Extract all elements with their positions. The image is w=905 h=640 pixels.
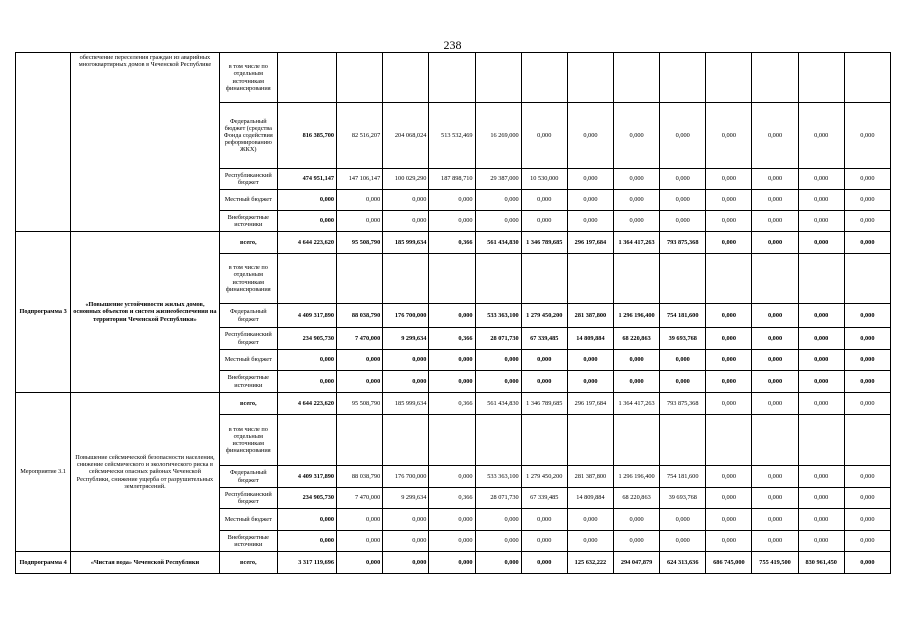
amount-cell: 0,000 bbox=[660, 190, 706, 211]
amount-cell bbox=[660, 254, 706, 304]
amount-cell: 0,000 bbox=[521, 552, 567, 574]
amount-cell: 0,000 bbox=[277, 211, 336, 232]
amount-cell: 0,000 bbox=[706, 371, 752, 393]
amount-cell: 296 197,684 bbox=[567, 232, 613, 254]
amount-cell: 0,000 bbox=[752, 328, 798, 350]
amount-cell: 4 409 317,890 bbox=[277, 466, 336, 488]
amount-cell: 0,000 bbox=[475, 190, 521, 211]
amount-cell: 0,000 bbox=[798, 103, 844, 169]
amount-cell bbox=[277, 415, 336, 466]
amount-cell: 0,000 bbox=[567, 509, 613, 531]
amount-cell: 0,000 bbox=[798, 393, 844, 415]
amount-cell bbox=[475, 53, 521, 103]
amount-cell: 793 875,368 bbox=[660, 232, 706, 254]
amount-cell bbox=[521, 53, 567, 103]
amount-cell: 793 875,368 bbox=[660, 393, 706, 415]
funding-source-cell: всего, bbox=[219, 232, 277, 254]
amount-cell bbox=[429, 415, 475, 466]
program-name-cell: Повышение сейсмической безопасности населения, снижение сейсмического и экологического риска в сейсмически опасных районах Чеченской Республики, снижение ущерба от разрушительных землетрясений. bbox=[71, 393, 220, 552]
amount-cell: 0,000 bbox=[429, 531, 475, 552]
amount-cell: 0,000 bbox=[475, 350, 521, 371]
amount-cell: 816 385,700 bbox=[277, 103, 336, 169]
amount-cell: 204 068,024 bbox=[383, 103, 429, 169]
amount-cell: 0,000 bbox=[521, 531, 567, 552]
amount-cell: 7 470,000 bbox=[337, 488, 383, 509]
amount-cell bbox=[844, 415, 890, 466]
amount-cell bbox=[660, 415, 706, 466]
amount-cell: 0,000 bbox=[706, 488, 752, 509]
amount-cell: 39 693,768 bbox=[660, 328, 706, 350]
funding-source-cell: Республиканский бюджет bbox=[219, 169, 277, 190]
program-name-cell: «Повышение устойчивости жилых домов, основных объектов и систем жизнеобеспечения на территории Чеченской Республики» bbox=[71, 232, 220, 393]
funding-source-cell: в том числе по отдельным источникам финансирования bbox=[219, 53, 277, 103]
amount-cell: 0,000 bbox=[660, 350, 706, 371]
funding-source-cell: в том числе по отдельным источникам финансирования bbox=[219, 254, 277, 304]
amount-cell bbox=[429, 254, 475, 304]
amount-cell: 14 809,884 bbox=[567, 488, 613, 509]
amount-cell: 533 363,100 bbox=[475, 304, 521, 328]
amount-cell: 100 029,290 bbox=[383, 169, 429, 190]
amount-cell: 0,000 bbox=[567, 103, 613, 169]
amount-cell: 0,000 bbox=[752, 488, 798, 509]
amount-cell: 0,000 bbox=[337, 531, 383, 552]
amount-cell: 0,000 bbox=[277, 531, 336, 552]
amount-cell: 281 387,800 bbox=[567, 466, 613, 488]
amount-cell bbox=[752, 254, 798, 304]
amount-cell: 95 508,790 bbox=[337, 232, 383, 254]
amount-cell bbox=[844, 53, 890, 103]
amount-cell: 0,000 bbox=[752, 371, 798, 393]
amount-cell: 0,000 bbox=[844, 169, 890, 190]
budget-table bbox=[15, 52, 891, 574]
amount-cell: 0,000 bbox=[337, 350, 383, 371]
amount-cell: 754 181,600 bbox=[660, 304, 706, 328]
amount-cell bbox=[706, 415, 752, 466]
amount-cell: 0,000 bbox=[567, 531, 613, 552]
amount-cell: 0,000 bbox=[798, 531, 844, 552]
amount-cell: 0,000 bbox=[660, 371, 706, 393]
amount-cell bbox=[614, 53, 660, 103]
amount-cell: 0,000 bbox=[844, 371, 890, 393]
amount-cell: 0,000 bbox=[798, 304, 844, 328]
amount-cell: 234 905,730 bbox=[277, 488, 336, 509]
amount-cell: 0,000 bbox=[614, 371, 660, 393]
amount-cell: 28 071,730 bbox=[475, 488, 521, 509]
amount-cell: 296 197,684 bbox=[567, 393, 613, 415]
funding-source-cell: Местный бюджет bbox=[219, 509, 277, 531]
amount-cell: 0,000 bbox=[383, 509, 429, 531]
amount-cell: 0,000 bbox=[614, 190, 660, 211]
funding-source-cell: Федеральный бюджет bbox=[219, 304, 277, 328]
amount-cell: 0,000 bbox=[429, 552, 475, 574]
amount-cell: 0,000 bbox=[475, 531, 521, 552]
amount-cell: 0,000 bbox=[844, 211, 890, 232]
amount-cell: 0,000 bbox=[798, 190, 844, 211]
amount-cell: 0,000 bbox=[706, 211, 752, 232]
amount-cell: 0,000 bbox=[567, 371, 613, 393]
amount-cell: 0,000 bbox=[752, 466, 798, 488]
amount-cell: 0,000 bbox=[844, 393, 890, 415]
amount-cell: 1 364 417,263 bbox=[614, 393, 660, 415]
amount-cell: 0,000 bbox=[614, 169, 660, 190]
amount-cell: 0,000 bbox=[706, 509, 752, 531]
amount-cell: 0,000 bbox=[660, 103, 706, 169]
amount-cell: 0,000 bbox=[798, 371, 844, 393]
amount-cell: 0,000 bbox=[706, 304, 752, 328]
amount-cell: 14 809,884 bbox=[567, 328, 613, 350]
amount-cell bbox=[798, 415, 844, 466]
amount-cell: 0,000 bbox=[337, 509, 383, 531]
amount-cell: 125 632,222 bbox=[567, 552, 613, 574]
amount-cell: 16 269,000 bbox=[475, 103, 521, 169]
amount-cell: 0,000 bbox=[752, 509, 798, 531]
amount-cell: 0,000 bbox=[844, 350, 890, 371]
amount-cell: 294 047,879 bbox=[614, 552, 660, 574]
amount-cell: 0,000 bbox=[429, 466, 475, 488]
funding-source-cell: в том числе по отдельным источникам финансирования bbox=[219, 415, 277, 466]
amount-cell bbox=[567, 53, 613, 103]
amount-cell bbox=[383, 53, 429, 103]
amount-cell: 0,000 bbox=[798, 488, 844, 509]
program-code-cell bbox=[16, 53, 71, 232]
amount-cell: 0,000 bbox=[844, 232, 890, 254]
amount-cell: 0,000 bbox=[429, 371, 475, 393]
amount-cell: 0,000 bbox=[614, 509, 660, 531]
amount-cell: 0,000 bbox=[475, 509, 521, 531]
amount-cell: 0,366 bbox=[429, 488, 475, 509]
amount-cell: 9 299,634 bbox=[383, 488, 429, 509]
amount-cell: 0,000 bbox=[383, 531, 429, 552]
amount-cell: 0,000 bbox=[798, 232, 844, 254]
amount-cell: 0,000 bbox=[798, 169, 844, 190]
funding-source-cell: всего, bbox=[219, 552, 277, 574]
program-name-cell: обеспечение переселения граждан из аварийных многоквартирных домов в Чеченской Республике bbox=[71, 53, 220, 232]
amount-cell bbox=[277, 254, 336, 304]
amount-cell: 0,000 bbox=[798, 466, 844, 488]
amount-cell: 0,000 bbox=[752, 304, 798, 328]
amount-cell: 0,000 bbox=[614, 211, 660, 232]
amount-cell bbox=[475, 415, 521, 466]
amount-cell: 0,000 bbox=[567, 190, 613, 211]
amount-cell: 3 317 119,696 bbox=[277, 552, 336, 574]
amount-cell: 0,000 bbox=[614, 350, 660, 371]
amount-cell: 67 339,485 bbox=[521, 488, 567, 509]
amount-cell bbox=[567, 254, 613, 304]
amount-cell: 0,000 bbox=[567, 211, 613, 232]
amount-cell bbox=[752, 415, 798, 466]
amount-cell: 0,000 bbox=[706, 190, 752, 211]
amount-cell: 0,000 bbox=[706, 393, 752, 415]
amount-cell: 9 299,634 bbox=[383, 328, 429, 350]
amount-cell: 0,000 bbox=[844, 509, 890, 531]
amount-cell: 0,000 bbox=[475, 211, 521, 232]
amount-cell: 0,000 bbox=[706, 350, 752, 371]
funding-source-cell: Внебюджетные источники bbox=[219, 371, 277, 393]
funding-source-cell: Республиканский бюджет bbox=[219, 328, 277, 350]
amount-cell: 0,000 bbox=[752, 350, 798, 371]
funding-source-cell: Федеральный бюджет bbox=[219, 466, 277, 488]
amount-cell: 68 220,863 bbox=[614, 328, 660, 350]
amount-cell: 0,000 bbox=[383, 371, 429, 393]
amount-cell: 0,000 bbox=[277, 190, 336, 211]
amount-cell: 187 898,710 bbox=[429, 169, 475, 190]
amount-cell: 147 106,147 bbox=[337, 169, 383, 190]
program-name-cell: «Чистая вода» Чеченской Республики bbox=[71, 552, 220, 574]
amount-cell: 0,000 bbox=[752, 190, 798, 211]
amount-cell: 0,000 bbox=[752, 232, 798, 254]
amount-cell: 0,000 bbox=[752, 393, 798, 415]
program-code-cell: Мероприятие 3.1 bbox=[16, 393, 71, 552]
amount-cell: 0,000 bbox=[521, 350, 567, 371]
amount-cell: 0,000 bbox=[752, 103, 798, 169]
amount-cell: 1 346 789,685 bbox=[521, 232, 567, 254]
amount-cell: 95 508,790 bbox=[337, 393, 383, 415]
amount-cell: 176 700,000 bbox=[383, 304, 429, 328]
amount-cell: 0,000 bbox=[475, 371, 521, 393]
amount-cell bbox=[614, 415, 660, 466]
amount-cell: 0,000 bbox=[383, 552, 429, 574]
funding-source-cell: Местный бюджет bbox=[219, 350, 277, 371]
amount-cell: 0,000 bbox=[475, 552, 521, 574]
page-number: 238 bbox=[443, 38, 462, 52]
amount-cell: 0,000 bbox=[798, 509, 844, 531]
amount-cell: 0,000 bbox=[614, 103, 660, 169]
amount-cell: 1 364 417,263 bbox=[614, 232, 660, 254]
amount-cell: 0,000 bbox=[567, 169, 613, 190]
amount-cell: 0,000 bbox=[844, 103, 890, 169]
amount-cell: 0,000 bbox=[844, 304, 890, 328]
amount-cell: 68 220,863 bbox=[614, 488, 660, 509]
amount-cell bbox=[614, 254, 660, 304]
amount-cell bbox=[844, 254, 890, 304]
amount-cell: 0,366 bbox=[429, 393, 475, 415]
amount-cell: 0,366 bbox=[429, 232, 475, 254]
amount-cell: 0,000 bbox=[798, 211, 844, 232]
amount-cell: 88 038,790 bbox=[337, 466, 383, 488]
amount-cell: 0,000 bbox=[429, 211, 475, 232]
amount-cell: 10 530,000 bbox=[521, 169, 567, 190]
amount-cell: 234 905,730 bbox=[277, 328, 336, 350]
amount-cell: 561 434,830 bbox=[475, 393, 521, 415]
amount-cell: 533 363,100 bbox=[475, 466, 521, 488]
table-row bbox=[16, 232, 891, 254]
amount-cell: 0,000 bbox=[706, 328, 752, 350]
amount-cell: 0,000 bbox=[429, 509, 475, 531]
amount-cell bbox=[660, 53, 706, 103]
amount-cell: 0,000 bbox=[706, 531, 752, 552]
funding-source-cell: всего, bbox=[219, 393, 277, 415]
amount-cell: 0,000 bbox=[277, 371, 336, 393]
amount-cell: 0,000 bbox=[521, 509, 567, 531]
amount-cell bbox=[475, 254, 521, 304]
amount-cell: 176 700,000 bbox=[383, 466, 429, 488]
amount-cell bbox=[429, 53, 475, 103]
amount-cell: 0,000 bbox=[337, 371, 383, 393]
amount-cell: 1 279 450,200 bbox=[521, 304, 567, 328]
amount-cell bbox=[798, 53, 844, 103]
amount-cell bbox=[277, 53, 336, 103]
program-code-cell: Подпрограмма 4 bbox=[16, 552, 71, 574]
amount-cell: 0,000 bbox=[706, 466, 752, 488]
amount-cell: 185 999,634 bbox=[383, 393, 429, 415]
amount-cell: 1 296 196,400 bbox=[614, 304, 660, 328]
amount-cell: 513 532,469 bbox=[429, 103, 475, 169]
table-row bbox=[16, 552, 891, 574]
amount-cell: 0,000 bbox=[798, 350, 844, 371]
amount-cell: 561 434,830 bbox=[475, 232, 521, 254]
amount-cell: 624 313,636 bbox=[660, 552, 706, 574]
amount-cell: 4 644 223,620 bbox=[277, 232, 336, 254]
amount-cell: 281 387,800 bbox=[567, 304, 613, 328]
amount-cell: 0,000 bbox=[521, 211, 567, 232]
amount-cell: 0,000 bbox=[383, 190, 429, 211]
amount-cell: 0,000 bbox=[429, 190, 475, 211]
amount-cell: 0,000 bbox=[337, 211, 383, 232]
amount-cell: 0,000 bbox=[752, 531, 798, 552]
amount-cell: 0,000 bbox=[844, 328, 890, 350]
amount-cell: 686 745,000 bbox=[706, 552, 752, 574]
amount-cell: 4 409 317,890 bbox=[277, 304, 336, 328]
amount-cell bbox=[798, 254, 844, 304]
amount-cell: 0,000 bbox=[383, 350, 429, 371]
amount-cell: 0,000 bbox=[844, 552, 890, 574]
amount-cell: 0,000 bbox=[383, 211, 429, 232]
amount-cell: 67 339,485 bbox=[521, 328, 567, 350]
amount-cell: 7 470,000 bbox=[337, 328, 383, 350]
amount-cell bbox=[567, 415, 613, 466]
amount-cell: 0,000 bbox=[521, 371, 567, 393]
amount-cell: 1 279 450,200 bbox=[521, 466, 567, 488]
amount-cell: 0,000 bbox=[844, 190, 890, 211]
amount-cell bbox=[752, 53, 798, 103]
amount-cell bbox=[337, 254, 383, 304]
amount-cell: 185 999,634 bbox=[383, 232, 429, 254]
amount-cell: 0,000 bbox=[277, 509, 336, 531]
amount-cell: 0,000 bbox=[844, 531, 890, 552]
program-code-cell: Подпрограмма 3 bbox=[16, 232, 71, 393]
funding-source-cell: Внебюджетные источники bbox=[219, 531, 277, 552]
amount-cell bbox=[521, 254, 567, 304]
amount-cell: 0,000 bbox=[521, 103, 567, 169]
amount-cell: 755 419,500 bbox=[752, 552, 798, 574]
amount-cell: 0,000 bbox=[752, 211, 798, 232]
table-row bbox=[16, 393, 891, 415]
amount-cell: 0,000 bbox=[337, 190, 383, 211]
amount-cell: 1 346 789,685 bbox=[521, 393, 567, 415]
amount-cell bbox=[337, 415, 383, 466]
amount-cell: 0,000 bbox=[706, 169, 752, 190]
amount-cell: 0,000 bbox=[752, 169, 798, 190]
amount-cell bbox=[383, 415, 429, 466]
amount-cell: 0,000 bbox=[660, 531, 706, 552]
amount-cell bbox=[521, 415, 567, 466]
amount-cell: 474 951,147 bbox=[277, 169, 336, 190]
funding-source-cell: Внебюджетные источники bbox=[219, 211, 277, 232]
amount-cell: 28 071,730 bbox=[475, 328, 521, 350]
amount-cell: 39 693,768 bbox=[660, 488, 706, 509]
amount-cell: 0,000 bbox=[567, 350, 613, 371]
amount-cell bbox=[706, 254, 752, 304]
amount-cell: 0,000 bbox=[844, 488, 890, 509]
amount-cell: 0,000 bbox=[798, 328, 844, 350]
amount-cell: 1 296 196,400 bbox=[614, 466, 660, 488]
amount-cell: 830 961,450 bbox=[798, 552, 844, 574]
funding-source-cell: Федеральный бюджет (средства Фонда содействия реформированию ЖКХ) bbox=[219, 103, 277, 169]
amount-cell: 0,000 bbox=[429, 350, 475, 371]
amount-cell: 0,000 bbox=[614, 531, 660, 552]
amount-cell: 0,000 bbox=[521, 190, 567, 211]
amount-cell: 754 181,600 bbox=[660, 466, 706, 488]
amount-cell bbox=[337, 53, 383, 103]
amount-cell: 0,000 bbox=[660, 169, 706, 190]
amount-cell: 0,000 bbox=[660, 509, 706, 531]
amount-cell: 29 387,000 bbox=[475, 169, 521, 190]
funding-source-cell: Местный бюджет bbox=[219, 190, 277, 211]
amount-cell: 0,000 bbox=[844, 466, 890, 488]
amount-cell bbox=[383, 254, 429, 304]
amount-cell: 0,366 bbox=[429, 328, 475, 350]
amount-cell: 0,000 bbox=[706, 103, 752, 169]
funding-source-cell: Республиканский бюджет bbox=[219, 488, 277, 509]
amount-cell bbox=[706, 53, 752, 103]
table-row bbox=[16, 53, 891, 103]
amount-cell: 0,000 bbox=[277, 350, 336, 371]
amount-cell: 0,000 bbox=[337, 552, 383, 574]
amount-cell: 0,000 bbox=[706, 232, 752, 254]
amount-cell: 88 038,790 bbox=[337, 304, 383, 328]
amount-cell: 82 516,207 bbox=[337, 103, 383, 169]
amount-cell: 0,000 bbox=[660, 211, 706, 232]
amount-cell: 4 644 223,620 bbox=[277, 393, 336, 415]
amount-cell: 0,000 bbox=[429, 304, 475, 328]
